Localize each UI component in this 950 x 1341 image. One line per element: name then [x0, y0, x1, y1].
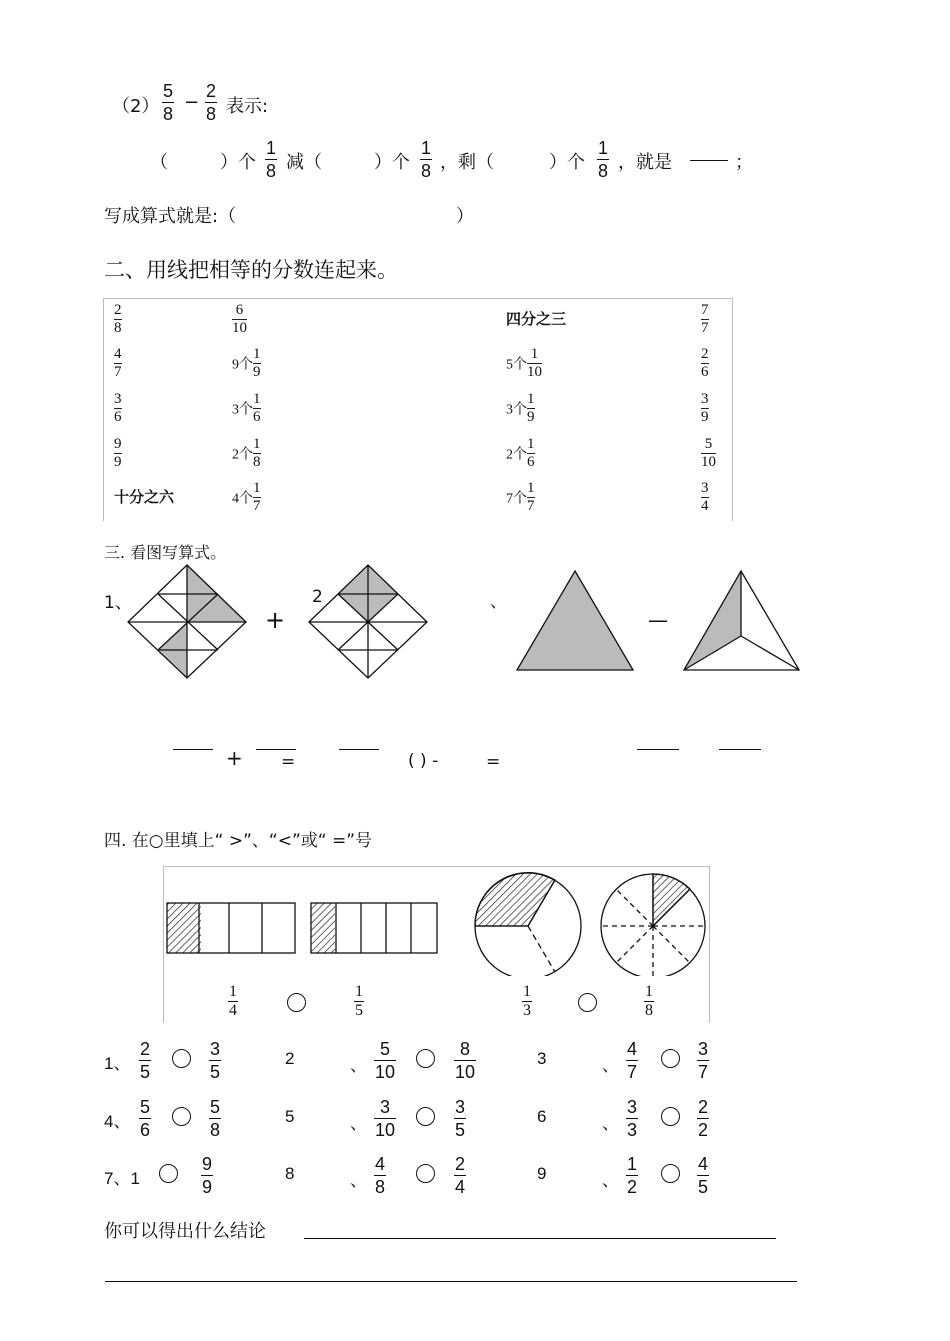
paren-open-1: （ — [150, 152, 168, 173]
matching-fraction: $\frac{6}{10}$ — [232, 302, 247, 336]
matching-fraction: $\frac{3}{9}$ — [701, 391, 709, 425]
matching-fraction: $\frac{2}{8}$ — [114, 302, 122, 336]
matching-count: 4个 — [232, 491, 253, 507]
formula-label: 写成算式就是:（ — [104, 206, 237, 227]
matching-item[interactable] — [506, 346, 542, 381]
diamond-figure-2 — [309, 565, 427, 678]
matching-item[interactable] — [701, 480, 709, 515]
answer-blank[interactable] — [256, 749, 296, 750]
matching-item[interactable] — [506, 480, 535, 515]
matching-fraction: $\frac{1}{7}$ — [527, 480, 535, 514]
matching-item[interactable] — [701, 346, 709, 381]
minus-sign: − — [184, 92, 200, 113]
exercise-number: 4、 — [104, 1112, 131, 1131]
exercise-number: 6 — [537, 1107, 547, 1126]
item-1-label: 1、 — [104, 593, 132, 613]
compare-fraction: 5 8 — [210, 1097, 221, 1140]
means-text: 表示: — [226, 96, 269, 117]
exercise-number: 5 — [285, 1107, 295, 1126]
answer-blank[interactable] — [719, 749, 761, 750]
fraction-5-8: 5 8 — [163, 81, 174, 124]
exercise-separator: 、 — [350, 1171, 367, 1191]
compare-fraction: 2 4 — [455, 1154, 466, 1197]
compare-circle-blank[interactable] — [578, 993, 597, 1012]
matching-text: 四分之三 — [506, 312, 567, 328]
matching-item[interactable] — [701, 436, 716, 471]
paren-close-2: ）个 — [374, 152, 410, 173]
matching-count: 2个 — [506, 447, 527, 463]
matching-item[interactable] — [114, 436, 122, 471]
matching-item[interactable] — [506, 302, 566, 338]
exercise-separator: 、 — [350, 1114, 367, 1134]
compare-figures — [163, 866, 709, 976]
matching-count: 9个 — [232, 357, 253, 373]
matching-text: 十分之六 — [114, 490, 175, 506]
diamond-figure-1 — [128, 565, 246, 678]
matching-item[interactable] — [114, 346, 122, 381]
minus-sign-2: — — [648, 608, 668, 632]
exercise-number: 2 — [285, 1049, 295, 1068]
plus-sign-answer: + — [226, 746, 243, 770]
compare-circle-blank[interactable] — [661, 1049, 680, 1068]
exercise-number: 1、 — [104, 1054, 131, 1073]
matching-fraction: $\frac{7}{7}$ — [701, 302, 709, 336]
item-2-label: 2 — [312, 587, 323, 607]
paren-close-1: ）个 — [220, 152, 256, 173]
compare-circle-blank[interactable] — [287, 993, 306, 1012]
formula-close: ） — [456, 206, 474, 227]
bar-quarters — [167, 903, 295, 953]
matching-count: 2个 — [232, 447, 253, 463]
section2-title: 二、用线把相等的分数连起来。 — [104, 258, 398, 282]
unit-fraction-3: 1 8 — [598, 138, 609, 181]
matching-count: 3个 — [506, 402, 527, 418]
paren-minus: ( ) - — [408, 751, 439, 771]
matching-count: 7个 — [506, 491, 527, 507]
matching-item[interactable] — [114, 302, 122, 337]
compare-circle-blank[interactable] — [416, 1164, 435, 1183]
matching-fraction: $\frac{1}{10}$ — [527, 346, 542, 380]
matching-fraction: $\frac{2}{6}$ — [701, 346, 709, 380]
pic-fraction-1-5: 1 5 — [355, 983, 363, 1019]
matching-fraction: $\frac{3}{6}$ — [114, 391, 122, 425]
section3-title: 三. 看图写算式。 — [104, 543, 227, 562]
bar-fifths — [311, 903, 437, 953]
matching-box — [103, 298, 733, 521]
matching-count: 5个 — [506, 357, 527, 373]
circle-thirds — [475, 873, 581, 976]
matching-fraction: $\frac{4}{7}$ — [114, 346, 122, 380]
compare-fraction: 3 3 — [627, 1097, 638, 1140]
answer-blank[interactable] — [173, 749, 213, 750]
compare-fraction: 3 5 — [455, 1097, 466, 1140]
triangle-figure-1 — [517, 571, 633, 670]
compare-fraction: 2 5 — [140, 1039, 151, 1082]
exercise-number: 7、1 — [104, 1169, 140, 1188]
compare-circle-blank[interactable] — [172, 1049, 191, 1068]
matching-item[interactable] — [232, 302, 247, 337]
compare-circle-blank[interactable] — [661, 1164, 680, 1183]
compare-fraction: 1 2 — [627, 1154, 638, 1197]
unit-fraction-1: 1 8 — [266, 138, 277, 181]
matching-item[interactable] — [701, 302, 709, 337]
matching-fraction: $\frac{1}{6}$ — [253, 391, 261, 425]
pic-fraction-1-8: 1 8 — [645, 983, 653, 1019]
exercise-number: 9 — [537, 1164, 547, 1183]
compare-fraction: 3 10 — [375, 1097, 396, 1140]
matching-fraction: $\frac{9}{9}$ — [114, 436, 122, 470]
is-text: ，就是 — [618, 152, 672, 173]
exercise-number: 3 — [537, 1049, 547, 1068]
answer-blank[interactable] — [690, 160, 728, 161]
fraction-2-8: 2 8 — [206, 81, 217, 124]
equals-sign-1: = — [281, 752, 296, 772]
compare-circle-blank[interactable] — [416, 1049, 435, 1068]
matching-fraction: $\frac{5}{10}$ — [701, 436, 716, 470]
compare-fraction: 3 7 — [698, 1039, 709, 1082]
matching-item[interactable] — [114, 480, 174, 516]
compare-fraction: 5 6 — [140, 1097, 151, 1140]
paren-close-3: ）个 — [549, 152, 585, 173]
matching-fraction: $\frac{3}{4}$ — [701, 480, 709, 514]
matching-item[interactable] — [506, 391, 535, 426]
matching-item[interactable] — [506, 436, 535, 471]
matching-fraction: $\frac{1}{8}$ — [253, 436, 261, 470]
shape-figures — [120, 560, 820, 685]
pic-fraction-1-4: 1 4 — [229, 983, 237, 1019]
compare-circle-blank[interactable] — [416, 1107, 435, 1126]
matching-item[interactable] — [701, 391, 709, 426]
conclusion-label: 你可以得出什么结论 — [104, 1221, 266, 1242]
exercise-separator: 、 — [350, 1056, 367, 1076]
matching-fraction: $\frac{1}{7}$ — [253, 480, 261, 514]
compare-fraction: 4 8 — [375, 1154, 386, 1197]
equals-sign-2: = — [486, 752, 501, 772]
compare-fraction: 4 5 — [698, 1154, 709, 1197]
matching-count: 3个 — [232, 402, 253, 418]
matching-item[interactable] — [232, 391, 261, 426]
exercise-separator: 、 — [602, 1171, 619, 1191]
matching-item[interactable] — [114, 391, 122, 426]
matching-item[interactable] — [232, 480, 261, 515]
compare-fraction: 5 10 — [375, 1039, 396, 1082]
triangle-figure-2 — [684, 571, 799, 670]
compare-fraction: 2 2 — [698, 1097, 709, 1140]
remain-text: ，剩（ — [440, 152, 494, 173]
compare-circle-blank[interactable] — [661, 1107, 680, 1126]
semicolon: ； — [735, 152, 753, 173]
matching-item[interactable] — [232, 436, 261, 471]
plus-sign: + — [265, 606, 286, 634]
conclusion-line[interactable] — [304, 1238, 776, 1239]
pic-fraction-1-3: 1 3 — [523, 983, 531, 1019]
compare-fraction: 8 10 — [455, 1039, 476, 1082]
compare-fraction: 9 9 — [202, 1154, 213, 1197]
exercise-separator: 、 — [602, 1056, 619, 1076]
exercise-separator: 、 — [602, 1114, 619, 1134]
matching-fraction: $\frac{1}{9}$ — [253, 346, 261, 380]
answer-blank[interactable] — [637, 749, 679, 750]
answer-blank[interactable] — [339, 749, 379, 750]
compare-circle-blank[interactable] — [159, 1164, 178, 1183]
unit-fraction-2: 1 8 — [421, 138, 432, 181]
matching-fraction: $\frac{1}{9}$ — [527, 391, 535, 425]
compare-fraction: 3 5 — [210, 1039, 221, 1082]
exercise-number: 8 — [285, 1164, 295, 1183]
compare-fraction: 4 7 — [627, 1039, 638, 1082]
matching-item[interactable] — [232, 346, 261, 381]
matching-fraction: $\frac{1}{6}$ — [527, 436, 535, 470]
section4-title: 四. 在○里填上“ >”、“<”或“ =”号 — [104, 831, 373, 851]
q2-label: （2） — [112, 96, 160, 117]
reduce-text: 减（ — [286, 152, 322, 173]
circle-eighths — [601, 874, 705, 976]
item-2-sep: 、 — [490, 592, 507, 612]
conclusion-line-2[interactable] — [105, 1281, 797, 1282]
compare-circle-blank[interactable] — [172, 1107, 191, 1126]
